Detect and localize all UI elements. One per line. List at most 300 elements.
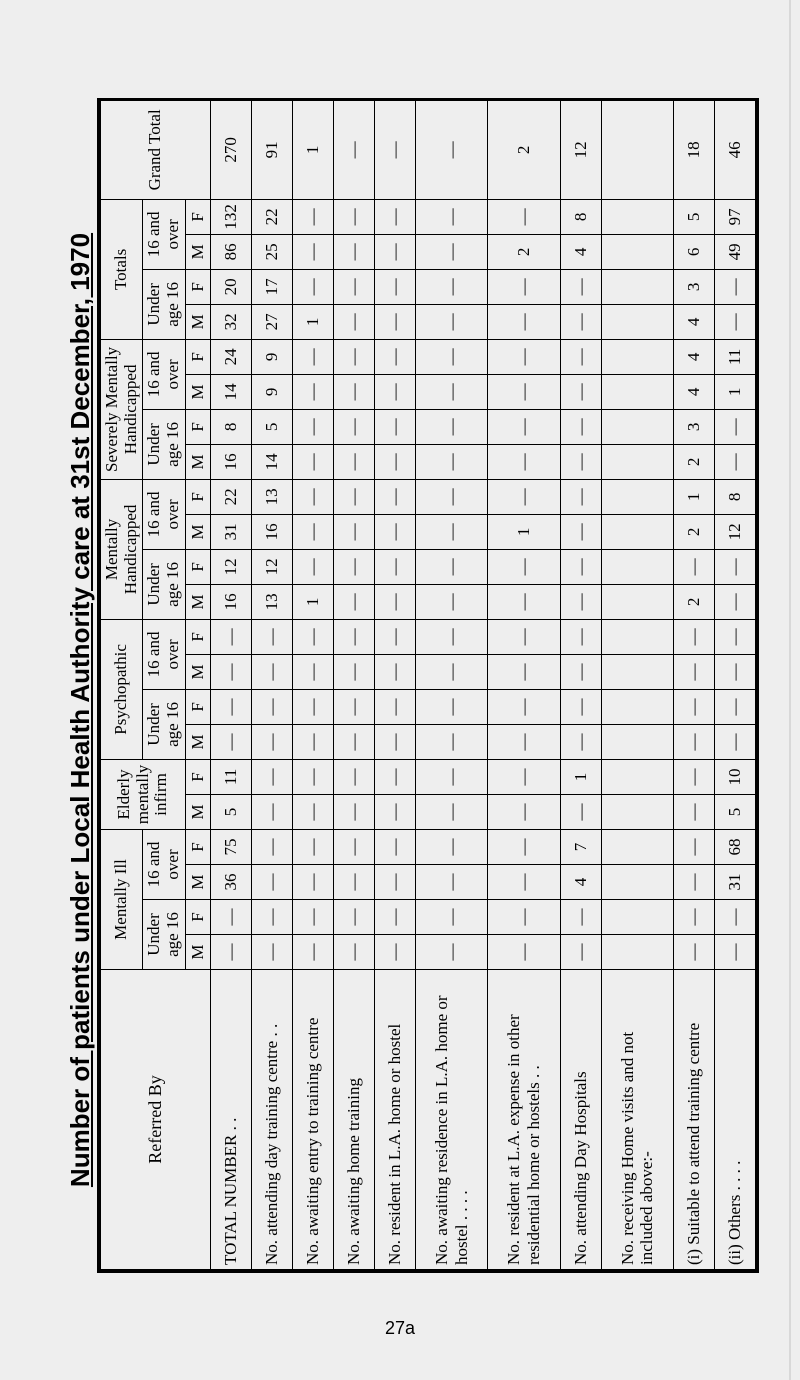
table-cell [601, 759, 673, 794]
table-cell: — [251, 619, 292, 654]
table-cell: — [415, 724, 487, 759]
table-cell: — [415, 444, 487, 479]
table-cell: — [714, 724, 755, 759]
table-cell: — [488, 199, 560, 234]
table-cell: — [415, 199, 487, 234]
table-cell: — [488, 619, 560, 654]
table-cell [601, 584, 673, 619]
table-cell: — [415, 654, 487, 689]
female-column-header: F [185, 339, 210, 374]
table-cell: — [333, 374, 374, 409]
table-cell: 4 [673, 304, 714, 339]
table-cell: 2 [673, 444, 714, 479]
table-cell: — [488, 759, 560, 794]
table-cell: — [415, 304, 487, 339]
table-cell: 46 [714, 100, 755, 199]
table-cell: 4 [560, 234, 601, 269]
table-cell: — [333, 689, 374, 724]
table-cell: — [374, 900, 415, 935]
table-row [601, 100, 673, 1269]
table-cell [601, 900, 673, 935]
table-cell: — [714, 304, 755, 339]
row-label: No. awaiting entry to training centre [292, 970, 333, 1270]
table-cell: — [292, 269, 333, 304]
table-cell: 49 [714, 234, 755, 269]
table-cell: 16 [210, 584, 251, 619]
table-cell: 8 [560, 199, 601, 234]
table-cell: — [673, 549, 714, 584]
table-cell: — [560, 304, 601, 339]
table-cell [601, 619, 673, 654]
row-label: (i) Suitable to attend training centre [673, 970, 714, 1270]
table-cell: 12 [714, 514, 755, 549]
table-cell [601, 689, 673, 724]
table-cell: — [333, 339, 374, 374]
female-column-header: F [185, 759, 210, 794]
table-cell: — [292, 689, 333, 724]
table-cell: — [210, 724, 251, 759]
table-cell: — [210, 900, 251, 935]
table-cell: — [374, 409, 415, 444]
header-row-groups [101, 100, 143, 1269]
group-header: Mentally Handicapped [101, 479, 143, 619]
table-cell: — [673, 654, 714, 689]
group-header: Severely Mentally Handicapped [101, 339, 143, 479]
table-cell: — [415, 269, 487, 304]
table-cell: 7 [560, 829, 601, 864]
table-row [251, 100, 292, 1269]
table-cell: 13 [251, 584, 292, 619]
table-cell: — [714, 549, 755, 584]
table-row [210, 100, 251, 1269]
table-cell: — [488, 304, 560, 339]
table-cell: — [374, 759, 415, 794]
subgroup-header: 16 and over [143, 619, 185, 689]
table-cell: — [488, 900, 560, 935]
table-cell: 3 [673, 409, 714, 444]
table-cell: — [251, 935, 292, 970]
table-row [714, 100, 755, 1269]
page-title-container [60, 60, 100, 1360]
subgroup-header: 16 and over [143, 199, 185, 269]
row-label: No. attending day training centre . . [251, 970, 292, 1270]
table-row [560, 100, 601, 1269]
table-cell: 12 [210, 549, 251, 584]
table-cell: — [488, 549, 560, 584]
table-cell: 86 [210, 234, 251, 269]
table-cell: — [374, 689, 415, 724]
table-cell: — [488, 444, 560, 479]
table-cell: — [333, 234, 374, 269]
table-cell: — [415, 339, 487, 374]
table-cell: — [374, 619, 415, 654]
table-cell: 4 [560, 865, 601, 900]
table-cell [601, 234, 673, 269]
table-cell: — [415, 689, 487, 724]
subgroup-header: 16 and over [143, 479, 185, 549]
female-column-header: F [185, 269, 210, 304]
table-cell: 31 [714, 865, 755, 900]
table-cell: — [333, 759, 374, 794]
table-cell: — [415, 549, 487, 584]
table-cell: 10 [714, 759, 755, 794]
male-column-header: M [185, 865, 210, 900]
table-cell: — [374, 724, 415, 759]
table-cell: 11 [210, 759, 251, 794]
table-cell: — [560, 444, 601, 479]
table-cell: — [673, 689, 714, 724]
table-cell: — [251, 654, 292, 689]
table-cell: — [560, 479, 601, 514]
table-cell: — [374, 444, 415, 479]
table-cell: 3 [673, 269, 714, 304]
table-cell: 16 [251, 514, 292, 549]
table-cell: — [374, 269, 415, 304]
male-column-header: M [185, 444, 210, 479]
female-column-header: F [185, 409, 210, 444]
row-label: No. receiving Home visits and not included above:- [601, 970, 673, 1270]
table-cell: — [374, 549, 415, 584]
table-cell: — [488, 339, 560, 374]
row-label: No. resident at L.A. expense in other residential home or hostels . . [488, 970, 560, 1270]
table-cell: — [488, 865, 560, 900]
table-cell: — [560, 654, 601, 689]
table-cell: 1 [560, 759, 601, 794]
table-cell [601, 935, 673, 970]
table-cell: — [415, 100, 487, 199]
table-row [415, 100, 487, 1269]
table-cell: — [714, 584, 755, 619]
table-cell: — [333, 409, 374, 444]
table-cell: 12 [560, 100, 601, 199]
table-cell: 1 [292, 304, 333, 339]
table-cell: — [292, 829, 333, 864]
table-cell: — [251, 759, 292, 794]
row-label: No. awaiting residence in L.A. home or hostel . . . . [415, 970, 487, 1270]
table-cell: — [415, 829, 487, 864]
table-cell: — [560, 794, 601, 829]
table-cell: — [374, 304, 415, 339]
table-cell [601, 409, 673, 444]
table-cell: — [333, 724, 374, 759]
table-cell: — [333, 935, 374, 970]
table-cell: — [251, 865, 292, 900]
male-column-header: M [185, 584, 210, 619]
table-cell: — [714, 619, 755, 654]
table-cell [601, 304, 673, 339]
table-cell: — [560, 514, 601, 549]
table-cell: — [488, 479, 560, 514]
table-cell: 1 [714, 374, 755, 409]
group-header: Totals [101, 199, 143, 339]
table-cell: — [714, 444, 755, 479]
table-cell: 18 [673, 100, 714, 199]
male-column-header: M [185, 374, 210, 409]
table-cell: — [292, 234, 333, 269]
table-cell: — [292, 374, 333, 409]
table-cell: 36 [210, 865, 251, 900]
female-column-header: F [185, 900, 210, 935]
table-cell: — [673, 865, 714, 900]
table-cell: 1 [488, 514, 560, 549]
table-cell: — [210, 689, 251, 724]
table-cell: 1 [292, 584, 333, 619]
table-cell: — [292, 409, 333, 444]
table-cell: — [210, 619, 251, 654]
table-cell: — [210, 654, 251, 689]
table-cell [601, 865, 673, 900]
table-cell: — [333, 304, 374, 339]
table-cell [601, 654, 673, 689]
table-cell: — [488, 724, 560, 759]
table-cell: — [292, 479, 333, 514]
table-cell: 1 [292, 100, 333, 199]
table-cell: 12 [251, 549, 292, 584]
table-cell: — [673, 900, 714, 935]
patients-table-frame [97, 98, 759, 1273]
table-cell: — [374, 865, 415, 900]
table-cell: — [374, 514, 415, 549]
subgroup-header: Under age 16 [143, 689, 185, 759]
table-cell [601, 829, 673, 864]
table-cell: — [251, 689, 292, 724]
scan-margin-line [789, 0, 791, 1380]
table-cell: — [415, 409, 487, 444]
subgroup-header: 16 and over [143, 339, 185, 409]
subgroup-header: Under age 16 [143, 900, 185, 970]
table-cell: — [488, 409, 560, 444]
subgroup-header: Under age 16 [143, 549, 185, 619]
table-cell: 16 [210, 444, 251, 479]
table-cell: 24 [210, 339, 251, 374]
table-cell: — [415, 794, 487, 829]
page-title: Number of patients under Local Health Authority care at 31st December, 1970 [65, 232, 95, 1188]
table-cell: 25 [251, 234, 292, 269]
table-cell: 27 [251, 304, 292, 339]
row-label: (ii) Others . . . . [714, 970, 755, 1270]
table-cell: — [251, 829, 292, 864]
table-cell: — [560, 584, 601, 619]
table-cell: — [374, 339, 415, 374]
table-cell: 8 [210, 409, 251, 444]
table-cell: — [333, 100, 374, 199]
table-cell: — [292, 514, 333, 549]
table-cell: — [415, 514, 487, 549]
row-label: TOTAL NUMBER . . [210, 970, 251, 1270]
table-cell: 11 [714, 339, 755, 374]
table-cell: 22 [210, 479, 251, 514]
male-column-header: M [185, 794, 210, 829]
table-cell: — [714, 689, 755, 724]
table-cell: 4 [673, 374, 714, 409]
table-cell: — [251, 794, 292, 829]
table-cell: 9 [251, 374, 292, 409]
table-cell: — [292, 900, 333, 935]
table-cell [601, 100, 673, 199]
table-cell: 91 [251, 100, 292, 199]
table-cell: — [333, 900, 374, 935]
table-cell [601, 514, 673, 549]
table-cell: — [560, 619, 601, 654]
table-row [488, 100, 560, 1269]
table-cell: — [292, 199, 333, 234]
table-cell: — [415, 935, 487, 970]
row-label: No. resident in L.A. home or hostel [374, 970, 415, 1270]
table-cell: — [415, 619, 487, 654]
table-cell: — [374, 479, 415, 514]
male-column-header: M [185, 654, 210, 689]
table-cell: 17 [251, 269, 292, 304]
table-cell: — [415, 374, 487, 409]
table-cell: 14 [210, 374, 251, 409]
table-cell [601, 724, 673, 759]
table-cell: 5 [251, 409, 292, 444]
table-cell: 1 [673, 479, 714, 514]
table-cell: — [560, 409, 601, 444]
table-cell: 2 [673, 514, 714, 549]
table-cell: — [292, 549, 333, 584]
female-column-header: F [185, 689, 210, 724]
table-cell: — [560, 689, 601, 724]
table-cell: 5 [673, 199, 714, 234]
table-row [333, 100, 374, 1269]
table-cell [601, 444, 673, 479]
table-cell: — [560, 374, 601, 409]
table-row [374, 100, 415, 1269]
subgroup-header: Under age 16 [143, 269, 185, 339]
table-cell: — [333, 444, 374, 479]
table-cell: — [415, 479, 487, 514]
table-cell: — [374, 584, 415, 619]
female-column-header: F [185, 199, 210, 234]
table-cell: 132 [210, 199, 251, 234]
female-column-header: F [185, 549, 210, 584]
table-cell: 13 [251, 479, 292, 514]
table-cell: 22 [251, 199, 292, 234]
table-cell: — [673, 935, 714, 970]
table-cell: — [292, 619, 333, 654]
table-cell: — [415, 584, 487, 619]
table-cell [601, 269, 673, 304]
table-cell: — [415, 234, 487, 269]
table-cell: — [292, 865, 333, 900]
table-cell: — [673, 724, 714, 759]
table-cell: — [251, 900, 292, 935]
table-cell: — [560, 269, 601, 304]
table-cell: — [292, 654, 333, 689]
table-cell: 2 [488, 100, 560, 199]
table-cell: — [210, 935, 251, 970]
table-cell: — [333, 794, 374, 829]
group-header: Psychopathic [101, 619, 143, 759]
table-cell: — [714, 409, 755, 444]
table-cell: — [374, 794, 415, 829]
table-cell: — [333, 654, 374, 689]
table-cell: — [333, 199, 374, 234]
table-cell: — [374, 199, 415, 234]
table-cell: — [560, 724, 601, 759]
table-cell: — [333, 865, 374, 900]
table-cell: — [560, 339, 601, 374]
table-cell: 14 [251, 444, 292, 479]
table-cell: — [488, 374, 560, 409]
table-cell: — [292, 794, 333, 829]
table-cell: — [488, 829, 560, 864]
table-cell [601, 479, 673, 514]
table-cell: 270 [210, 100, 251, 199]
table-cell: — [292, 339, 333, 374]
table-cell: — [415, 865, 487, 900]
subgroup-header: Under age 16 [143, 409, 185, 479]
table-cell: — [333, 514, 374, 549]
table-cell: — [292, 724, 333, 759]
table-cell: — [560, 935, 601, 970]
row-label: No. attending Day Hospitals [560, 970, 601, 1270]
table-cell [601, 794, 673, 829]
table-cell: — [488, 269, 560, 304]
table-cell: — [374, 374, 415, 409]
group-header: Mentally Ill [101, 829, 143, 969]
table-cell: — [251, 724, 292, 759]
table-cell [601, 199, 673, 234]
table-cell: — [714, 900, 755, 935]
table-cell: — [488, 935, 560, 970]
table-cell: 4 [673, 339, 714, 374]
table-row [292, 100, 333, 1269]
male-column-header: M [185, 234, 210, 269]
table-cell: 31 [210, 514, 251, 549]
table-row [673, 100, 714, 1269]
row-label: No. awaiting home training [333, 970, 374, 1270]
table-cell: — [673, 829, 714, 864]
male-column-header: M [185, 514, 210, 549]
table-cell: — [714, 269, 755, 304]
table-cell: 32 [210, 304, 251, 339]
table-cell: 75 [210, 829, 251, 864]
page-number: 27a [384, 1318, 416, 1338]
table-cell: 68 [714, 829, 755, 864]
table-cell: 6 [673, 234, 714, 269]
table-cell: 2 [673, 584, 714, 619]
group-header: Elderly mentally infirm [101, 759, 186, 829]
table-cell: 8 [714, 479, 755, 514]
referred-by-header: Referred By [101, 970, 211, 1270]
table-cell: 97 [714, 199, 755, 234]
table-cell: — [714, 654, 755, 689]
table-cell: — [488, 584, 560, 619]
table-cell: — [374, 100, 415, 199]
table-cell: — [374, 935, 415, 970]
table-cell: — [673, 759, 714, 794]
table-cell: — [292, 935, 333, 970]
male-column-header: M [185, 724, 210, 759]
table-cell: 2 [488, 234, 560, 269]
table-cell: — [333, 584, 374, 619]
table-cell: — [333, 269, 374, 304]
table-cell [601, 549, 673, 584]
table-cell: — [560, 900, 601, 935]
table-cell: — [374, 654, 415, 689]
table-cell: — [488, 654, 560, 689]
table-cell: — [333, 549, 374, 584]
table-cell: — [415, 900, 487, 935]
table-cell: — [673, 619, 714, 654]
table-cell: — [292, 444, 333, 479]
subgroup-header: 16 and over [143, 829, 185, 899]
table-cell: 9 [251, 339, 292, 374]
table-cell [601, 374, 673, 409]
table-cell: — [415, 759, 487, 794]
